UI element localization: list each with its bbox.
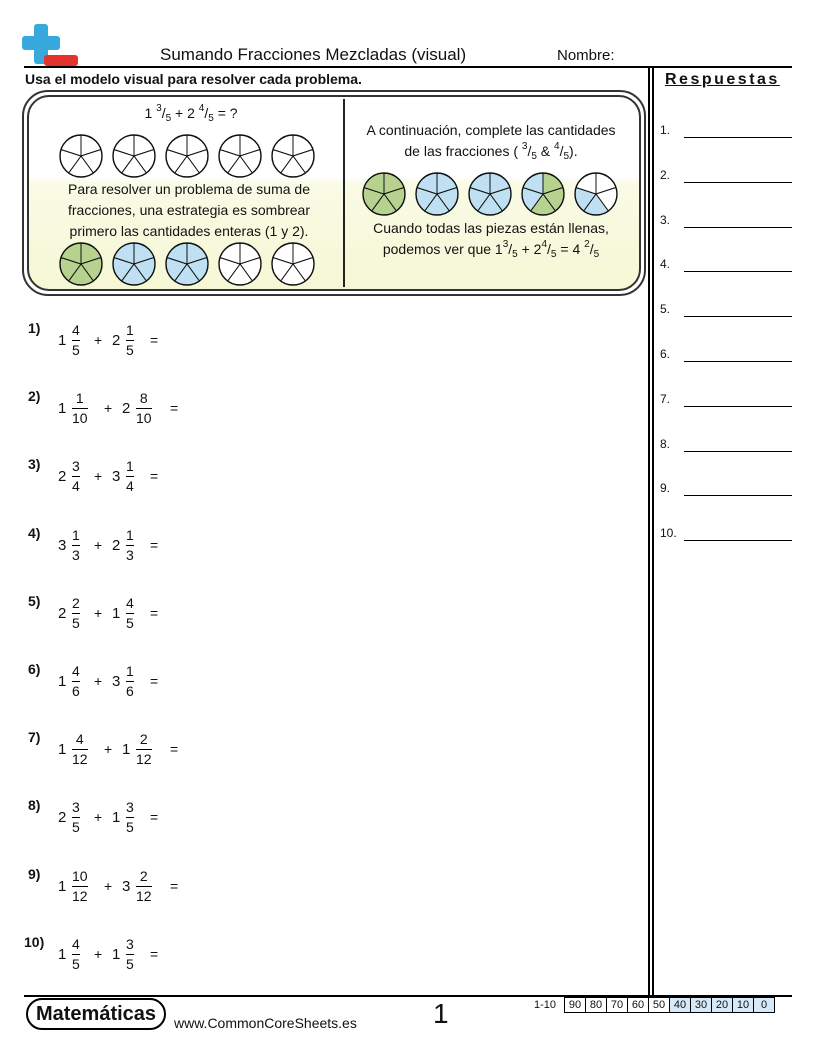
score-cell: 80: [586, 997, 607, 1013]
fraction-bar: [72, 954, 80, 955]
fraction: [136, 731, 152, 768]
problem: [58, 458, 258, 498]
denominator: 3: [72, 546, 80, 563]
numerator: 4: [126, 594, 134, 611]
fraction-bar: [136, 886, 152, 887]
score-cell: 60: [628, 997, 649, 1013]
fraction-bar: [72, 886, 88, 887]
whole-number: 1: [112, 809, 121, 827]
example-right-text-bottom: Cuando todas las piezas están llenas, podemos ver que $1^3/_5 + 2^4/_5 = 4$ $^2/_5$: [373, 220, 609, 260]
score-table: [564, 997, 775, 1013]
denominator: 5: [72, 819, 80, 836]
pie-model: [166, 135, 208, 177]
score-cell: 40: [670, 997, 691, 1013]
page-number: 1: [433, 998, 449, 1029]
plus-sign: +: [94, 536, 103, 553]
problem-number: 5): [28, 592, 41, 609]
plus-sign: +: [104, 400, 113, 417]
answer-label: 5.: [660, 302, 671, 317]
equals-sign: =: [150, 332, 159, 348]
denominator: 10: [136, 410, 152, 427]
problem: [58, 390, 258, 430]
whole-number: 3: [122, 877, 131, 895]
equals-sign: =: [170, 877, 179, 894]
answer-label: 2.: [660, 167, 671, 182]
problem-number: 9): [28, 865, 41, 882]
answer-label: 3.: [660, 212, 671, 227]
answer-label: 7.: [660, 391, 671, 406]
pie-model: [469, 173, 511, 215]
example-equation: 1 $^3/_5 + 2$ $^4/_5$ = ?: [144, 103, 238, 124]
problem-number: 1): [28, 320, 41, 336]
fraction-bar: [72, 545, 80, 546]
denominator: 12: [136, 887, 152, 904]
plus-sign: +: [94, 468, 103, 485]
denominator: 6: [72, 683, 80, 699]
fraction: [126, 458, 134, 495]
fraction: [72, 527, 80, 564]
numerator: 3: [126, 799, 134, 816]
fraction: [126, 936, 134, 973]
problem-number: 4): [28, 524, 41, 541]
answer-label: 4.: [660, 257, 671, 272]
denominator: 5: [126, 614, 134, 631]
problem-number: 2): [28, 388, 41, 405]
answer-label: 1.: [660, 123, 671, 137]
problem: [58, 595, 258, 635]
denominator: 5: [126, 955, 134, 972]
fraction: [72, 868, 88, 905]
whole-number: 3: [112, 673, 121, 690]
fraction-bar: [126, 817, 134, 818]
numerator: 3: [72, 799, 80, 816]
plus-sign: +: [104, 877, 113, 894]
equals-sign: =: [150, 536, 159, 553]
fraction-bar: [72, 817, 80, 818]
score-cell: 30: [691, 997, 712, 1013]
denominator: 12: [72, 751, 88, 768]
equals-sign: =: [150, 468, 159, 485]
pie-model: [416, 173, 458, 215]
plus-sign: +: [104, 741, 113, 758]
pie-model: [272, 243, 314, 285]
score-cell: 10: [733, 997, 754, 1013]
numerator: 4: [72, 322, 80, 338]
answer-label: 8.: [660, 436, 671, 451]
fraction: [126, 799, 134, 836]
fraction-bar: [126, 954, 134, 955]
fraction: [136, 390, 152, 427]
whole-number: 1: [58, 741, 67, 759]
numerator: 1: [126, 322, 134, 338]
fraction-bar: [136, 408, 152, 409]
denominator: 4: [126, 478, 134, 495]
page-title: Sumando Fracciones Mezcladas (visual): [160, 45, 467, 64]
numerator: 4: [72, 935, 80, 952]
whole-number: 1: [58, 945, 67, 963]
fraction: [72, 799, 80, 836]
score-cell: 0: [754, 997, 775, 1013]
fraction-bar: [72, 681, 80, 682]
problem: [58, 868, 258, 908]
numerator: 2: [139, 867, 148, 884]
whole-number: 1: [58, 332, 67, 349]
example-left-text: Para resolver un problema de suma de fracciones, una estrategia es sombrear primero las cantidades enteras (1 y 2).: [67, 181, 311, 239]
plus-sign: +: [94, 945, 103, 962]
pie-model: [166, 243, 208, 285]
site-url: www.CommonCoreSheets.es: [174, 1015, 357, 1031]
fraction: [72, 936, 80, 973]
whole-number: 2: [58, 468, 67, 486]
problem: [58, 936, 258, 976]
numerator: 1: [75, 390, 84, 407]
whole-number: 1: [122, 741, 131, 759]
denominator: 12: [136, 751, 152, 768]
whole-number: 1: [112, 945, 121, 963]
denominator: 5: [72, 614, 80, 631]
plus-sign: +: [94, 673, 103, 689]
fraction: [72, 322, 80, 359]
fraction-bar: [126, 476, 134, 477]
problem: [58, 663, 258, 703]
brand-badge: Matemáticas: [26, 998, 166, 1030]
numerator: 4: [75, 731, 84, 748]
pie-model: [363, 173, 405, 215]
fraction: [72, 390, 88, 427]
pie-model: [219, 243, 261, 285]
fraction-bar: [72, 408, 88, 409]
fraction: [126, 663, 134, 700]
whole-number: 1: [112, 604, 121, 622]
denominator: 5: [72, 955, 80, 972]
answers-title: Respuestas: [665, 71, 780, 88]
whole-number: 1: [58, 400, 67, 418]
problem-number: 3): [28, 456, 41, 473]
equals-sign: =: [150, 604, 159, 621]
pie-model: [522, 173, 564, 215]
problem-number: 10): [24, 933, 45, 950]
numerator: 1: [72, 526, 80, 543]
numerator: 2: [72, 594, 80, 611]
plus-sign: +: [94, 809, 103, 826]
fraction: [126, 322, 134, 359]
whole-number: 1: [58, 673, 67, 690]
denominator: 10: [72, 410, 88, 427]
numerator: 10: [72, 867, 88, 884]
problem-number: 6): [28, 661, 41, 677]
score-label: 1-10: [534, 999, 557, 1011]
problem: [58, 527, 258, 567]
fraction: [126, 527, 134, 564]
fraction: [126, 595, 134, 632]
problem: [58, 799, 258, 839]
pie-model: [60, 135, 102, 177]
numerator: 3: [126, 935, 134, 952]
numerator: 2: [139, 731, 148, 748]
denominator: 5: [126, 342, 134, 358]
pie-model: [60, 243, 102, 285]
plus-sign: +: [94, 332, 103, 348]
answer-label: 9.: [660, 481, 671, 496]
denominator: 12: [72, 887, 88, 904]
equals-sign: =: [150, 673, 159, 689]
whole-number: 2: [112, 332, 121, 349]
fraction: [136, 868, 152, 905]
pie-model: [575, 173, 617, 215]
problem-number: 7): [28, 729, 41, 746]
fraction-bar: [126, 340, 134, 341]
whole-number: 3: [112, 468, 121, 486]
score-cell: 20: [712, 997, 733, 1013]
whole-number: 3: [58, 536, 67, 554]
denominator: 3: [126, 546, 134, 563]
whole-number: 1: [58, 877, 67, 895]
whole-number: 2: [58, 809, 67, 827]
name-label: Nombre:: [557, 47, 615, 64]
pie-model: [113, 135, 155, 177]
numerator: 8: [139, 390, 148, 407]
numerator: 3: [72, 458, 80, 475]
fraction: [72, 731, 88, 768]
fraction-bar: [72, 613, 80, 614]
denominator: 4: [72, 478, 80, 495]
answer-label: 6.: [660, 347, 671, 361]
score-cell: 50: [649, 997, 670, 1013]
pie-model: [113, 243, 155, 285]
whole-number: 2: [112, 536, 121, 554]
fraction-bar: [126, 545, 134, 546]
denominator: 5: [72, 342, 80, 358]
denominator: 5: [126, 819, 134, 836]
pie-model: [219, 135, 261, 177]
problem: [58, 731, 258, 771]
score-cell: 70: [607, 997, 628, 1013]
numerator: 4: [72, 663, 80, 679]
fraction: [72, 458, 80, 495]
fraction-bar: [72, 476, 80, 477]
numerator: 1: [126, 663, 134, 679]
answer-label: 10.: [660, 526, 677, 541]
equals-sign: =: [150, 809, 159, 826]
fraction: [72, 663, 80, 700]
problem: [58, 322, 258, 362]
problem-number: 8): [28, 797, 41, 814]
fraction-bar: [136, 749, 152, 750]
fraction-bar: [72, 340, 80, 341]
fraction-bar: [126, 681, 134, 682]
whole-number: 2: [122, 400, 131, 418]
denominator: 6: [126, 683, 134, 699]
fraction-bar: [72, 749, 88, 750]
whole-number: 2: [58, 604, 67, 622]
equals-sign: =: [170, 400, 179, 417]
equals-sign: =: [170, 741, 179, 758]
pie-model: [272, 135, 314, 177]
fraction: [72, 595, 80, 632]
equals-sign: =: [150, 945, 159, 962]
instructions: Usa el modelo visual para resolver cada problema.: [25, 71, 362, 87]
numerator: 1: [126, 526, 134, 543]
fraction-bar: [126, 613, 134, 614]
example-right-text-top: A continuación, complete las cantidades de las fracciones ( $^3/_5$ & $^4/_5$).: [366, 122, 616, 162]
score-cell: 90: [565, 997, 586, 1013]
plus-sign: +: [94, 604, 103, 621]
numerator: 1: [126, 458, 134, 475]
